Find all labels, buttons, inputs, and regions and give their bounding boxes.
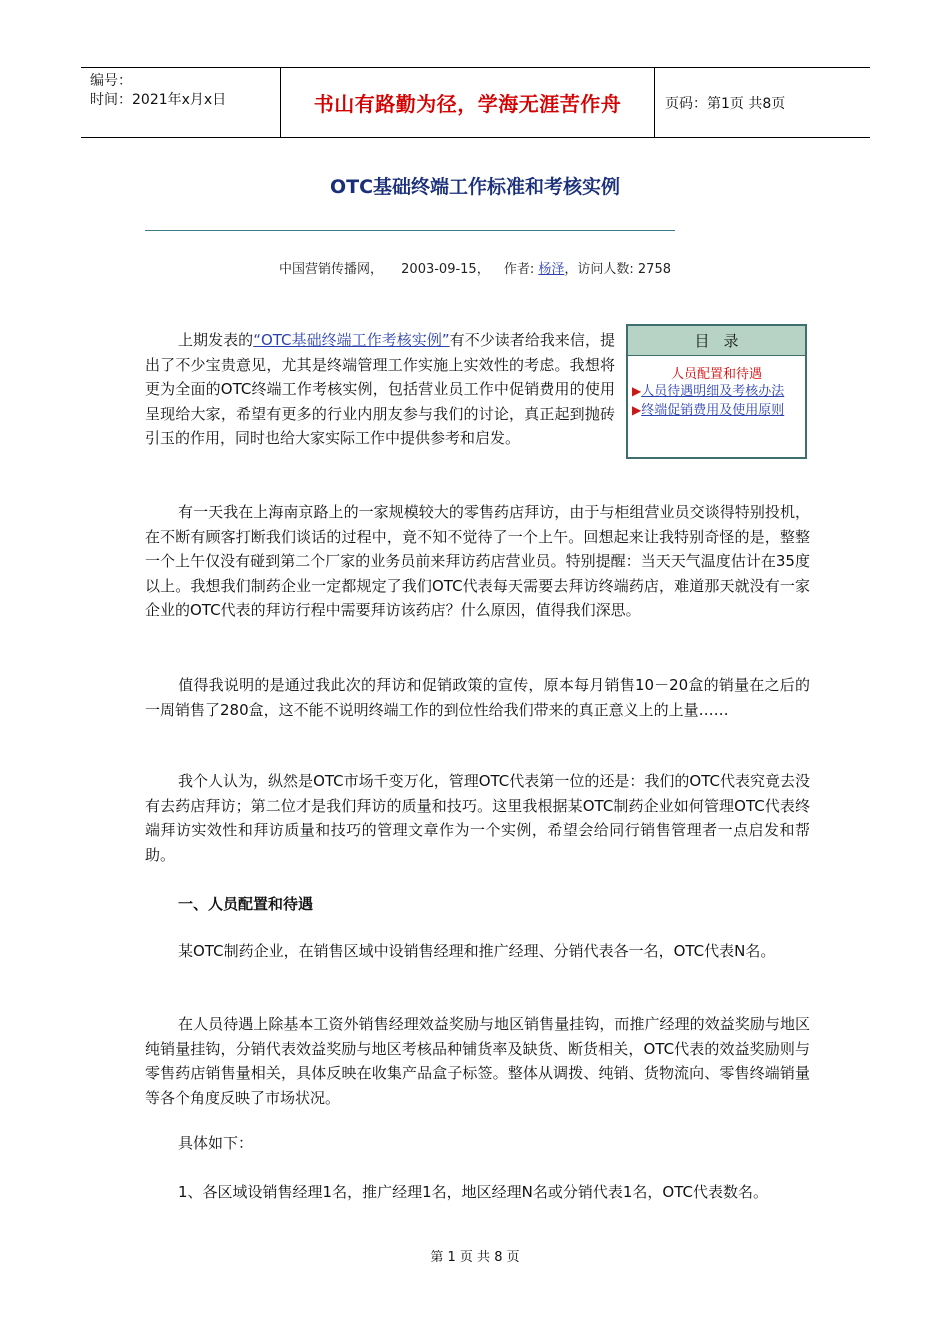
visits: ，访问人数: 2758 bbox=[564, 262, 671, 277]
page-label: 页码：第1页 共8页 bbox=[665, 95, 786, 112]
toc-box bbox=[626, 324, 807, 459]
p2-text: 有一天我在上海南京路上的一家规模较大的零售药店拜访，由于与柜组营业员交谈得特别投机，在不断有顾客打断我们谈话的过程中，竟不知不觉待了一个上午。回想起来让我特别奇怪的是，整整一个上午仅没有碰到第二个厂家的业务员前来拜访药店营业员。特别提醒：当天天气温度估计在35度以上。我想我们制药企业一定都规定了我们OTC代表每天需要去拜访终端药店，难道那天就没有一家企业的OTC代表的拜访行程中需要拜访该药店？什么原因，值得我们深思。 bbox=[145, 503, 810, 619]
motto: 书山有路勤为径，学海无涯苦作舟 bbox=[281, 68, 655, 137]
paragraph-8 bbox=[145, 1180, 810, 1205]
p4-text: 我个人认为，纵然是OTC市场千变万化，管理OTC代表第一位的还是：我们的OTC代表究竟去没有去药店拜访；第二位才是我们拜访的质量和技巧。这里我根据某OTC制药企业如何管理OTC代表终端拜访实效性和拜访质量和技巧的管理文章作为一个实例，希望会给同行销售管理者一点启发和帮助。 bbox=[145, 772, 810, 864]
header-table bbox=[81, 67, 870, 138]
author-link[interactable]: 杨泽 bbox=[538, 262, 565, 277]
p1-post: 有不少读者给我来信，提出了不少宝贵意见，尤其是终端管理工作实施上实效性的考虑。我想将更为全面的OTC终端工作考核实例，包括营业员工作中促销费用的使用呈现给大家，希望有更多的行业内朋友参与我们的讨论，真正起到抛砖引玉的作用，同时也给大家实际工作中提供参考和启发。 bbox=[145, 331, 615, 447]
article-title: OTC基础终端工作标准和考核实例 bbox=[329, 176, 621, 198]
arrow-right-icon: ▶ bbox=[632, 403, 642, 417]
p8-text: 1、各区域设销售经理1名，推广经理1名，地区经理N名或分销代表1名，OTC代表数名。 bbox=[178, 1183, 768, 1201]
paragraph-6 bbox=[145, 1012, 810, 1110]
time-label: 时间：2021年x月x日 bbox=[90, 92, 227, 108]
paragraph-3 bbox=[145, 673, 810, 722]
title-divider bbox=[145, 230, 675, 231]
date: 2003-09-15， bbox=[401, 262, 490, 277]
p3-text: 值得我说明的是通过我此次的拜访和促销政策的宣传，原本每月销售10－20盒的销量在之后的一周销售了280盒，这不能不说明终端工作的到位性给我们带来的真正意义上的上量…… bbox=[145, 676, 810, 719]
paragraph-1 bbox=[145, 328, 615, 451]
p5-text: 某OTC制药企业，在销售区域中设销售经理和推广经理、分销代表各一名，OTC代表N名。 bbox=[178, 942, 776, 960]
author-label: 作者: bbox=[503, 262, 539, 277]
arrow-right-icon: ▶ bbox=[632, 384, 642, 398]
code-label: 编号： bbox=[90, 73, 132, 89]
paragraph-2 bbox=[145, 500, 810, 623]
toc-link-2[interactable]: 终端促销费用及使用原则 bbox=[641, 403, 785, 418]
article-meta bbox=[0, 258, 950, 277]
section-heading: 一、人员配置和待遇 bbox=[178, 895, 314, 913]
toc-item bbox=[628, 382, 805, 401]
toc-link-1[interactable]: 人员待遇明细及考核办法 bbox=[641, 384, 785, 399]
toc-heading: 目录 bbox=[628, 326, 805, 356]
source: 中国营销传播网， bbox=[279, 262, 384, 277]
paragraph-5 bbox=[145, 939, 810, 964]
header-info-cell bbox=[81, 68, 281, 137]
paragraph-7 bbox=[145, 1131, 810, 1156]
toc-item bbox=[628, 401, 805, 420]
p1-pre: 上期发表的 bbox=[178, 331, 254, 349]
toc-section: 人员配置和待遇 bbox=[670, 367, 762, 382]
paragraph-4 bbox=[145, 769, 810, 867]
p7-text: 具体如下： bbox=[178, 1134, 254, 1152]
previous-article-link[interactable]: “OTC基础终端工作考核实例” bbox=[253, 331, 450, 349]
page-footer: 第 1 页 共 8 页 bbox=[430, 1250, 520, 1265]
p6-text: 在人员待遇上除基本工资外销售经理效益奖励与地区销售量挂钩，而推广经理的效益奖励与地区纯销量挂钩，分销代表效益奖励与地区考核品种铺货率及缺货、断货相关，OTC代表的效益奖励则与零售药店销售量相关，具体反映在收集产品盒子标签。整体从调拨、纯销、货物流向、零售终端销量等各个角度反映了市场状况。 bbox=[145, 1015, 810, 1107]
